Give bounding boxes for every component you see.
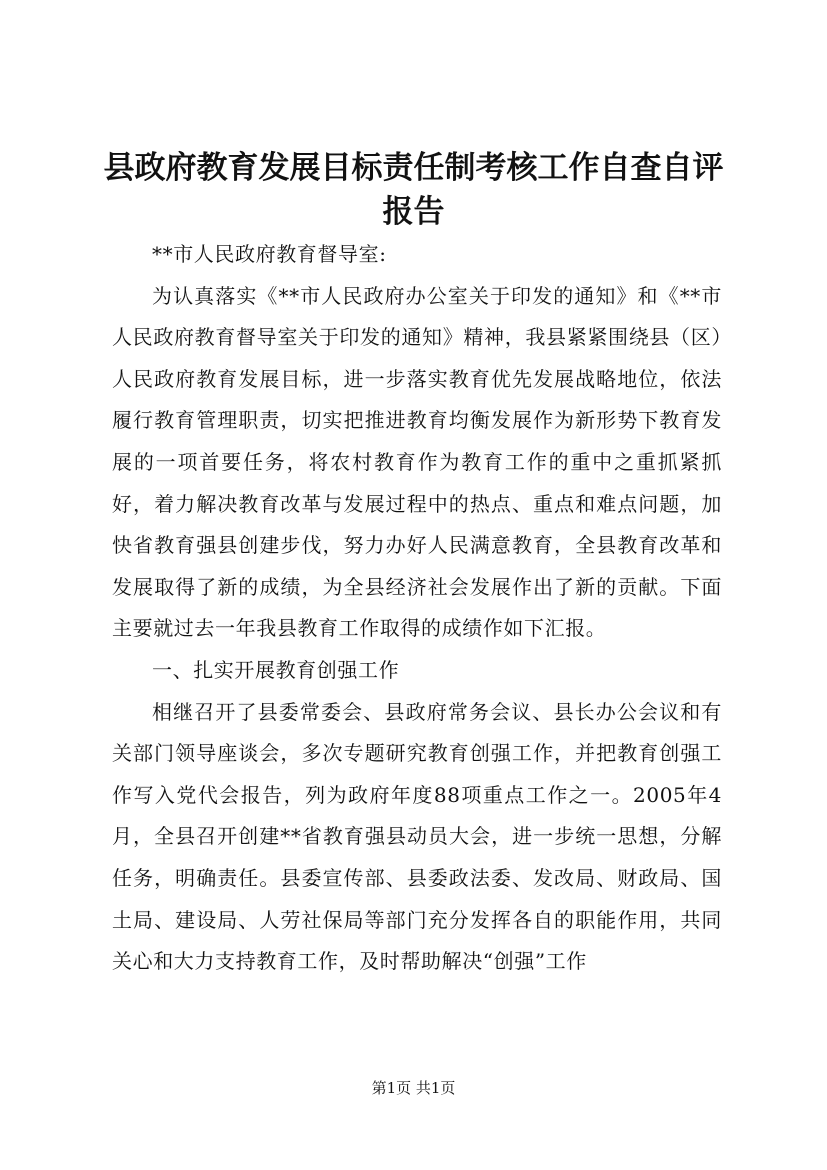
salutation: **市人民政府教育督导室: [152, 242, 387, 266]
page-number-footer: 第1页 共1页 [371, 1079, 456, 1097]
paragraph-intro: 为认真落实《**市人民政府办公室关于印发的通知》和《**市人民政府教育督导室关于印发的通知》精神，我县紧紧围绕县（区）人民政府教育发展目标，进一步落实教育优先发展战略地位，依法履行教育管理职责，切实把推进教育均衡发展作为新形势下教育发展的一项首要任务，将农村教育作为教育工作的重中之重抓紧抓好，着力解决教育改革与发展过程中的热点、重点和难点问题，加快省教育强县创建步伐，努力办好人民满意教育，全县教育改革和发展取得了新的成绩，为全县经济社会发展作出了新的贡献。下面主要就过去一年我县教育工作取得的成绩作如下汇报。 [112, 283, 722, 641]
document-body [112, 234, 722, 983]
document-title: 县政府教育发展目标责任制考核工作自查自评报告 [103, 150, 724, 230]
section-heading: 一、扎实开展教育创强工作 [152, 657, 400, 682]
paragraph-section-one: 相继召开了县委常委会、县政府常务会议、县长办公会议和有关部门领导座谈会，多次专题研究教育创强工作，并把教育创强工作写入党代会报告，列为政府年度88项重点工作之一。2005年4月，全县召开创建**省教育强县动员大会，进一步统一思想，分解任务，明确责任。县委宣传部、县委政法委、发改局、财政局、国土局、建设局、人劳社保局等部门充分发挥各自的职能作用，共同关心和大力支持教育工作，及时帮助解决“创强”工作 [112, 699, 722, 974]
